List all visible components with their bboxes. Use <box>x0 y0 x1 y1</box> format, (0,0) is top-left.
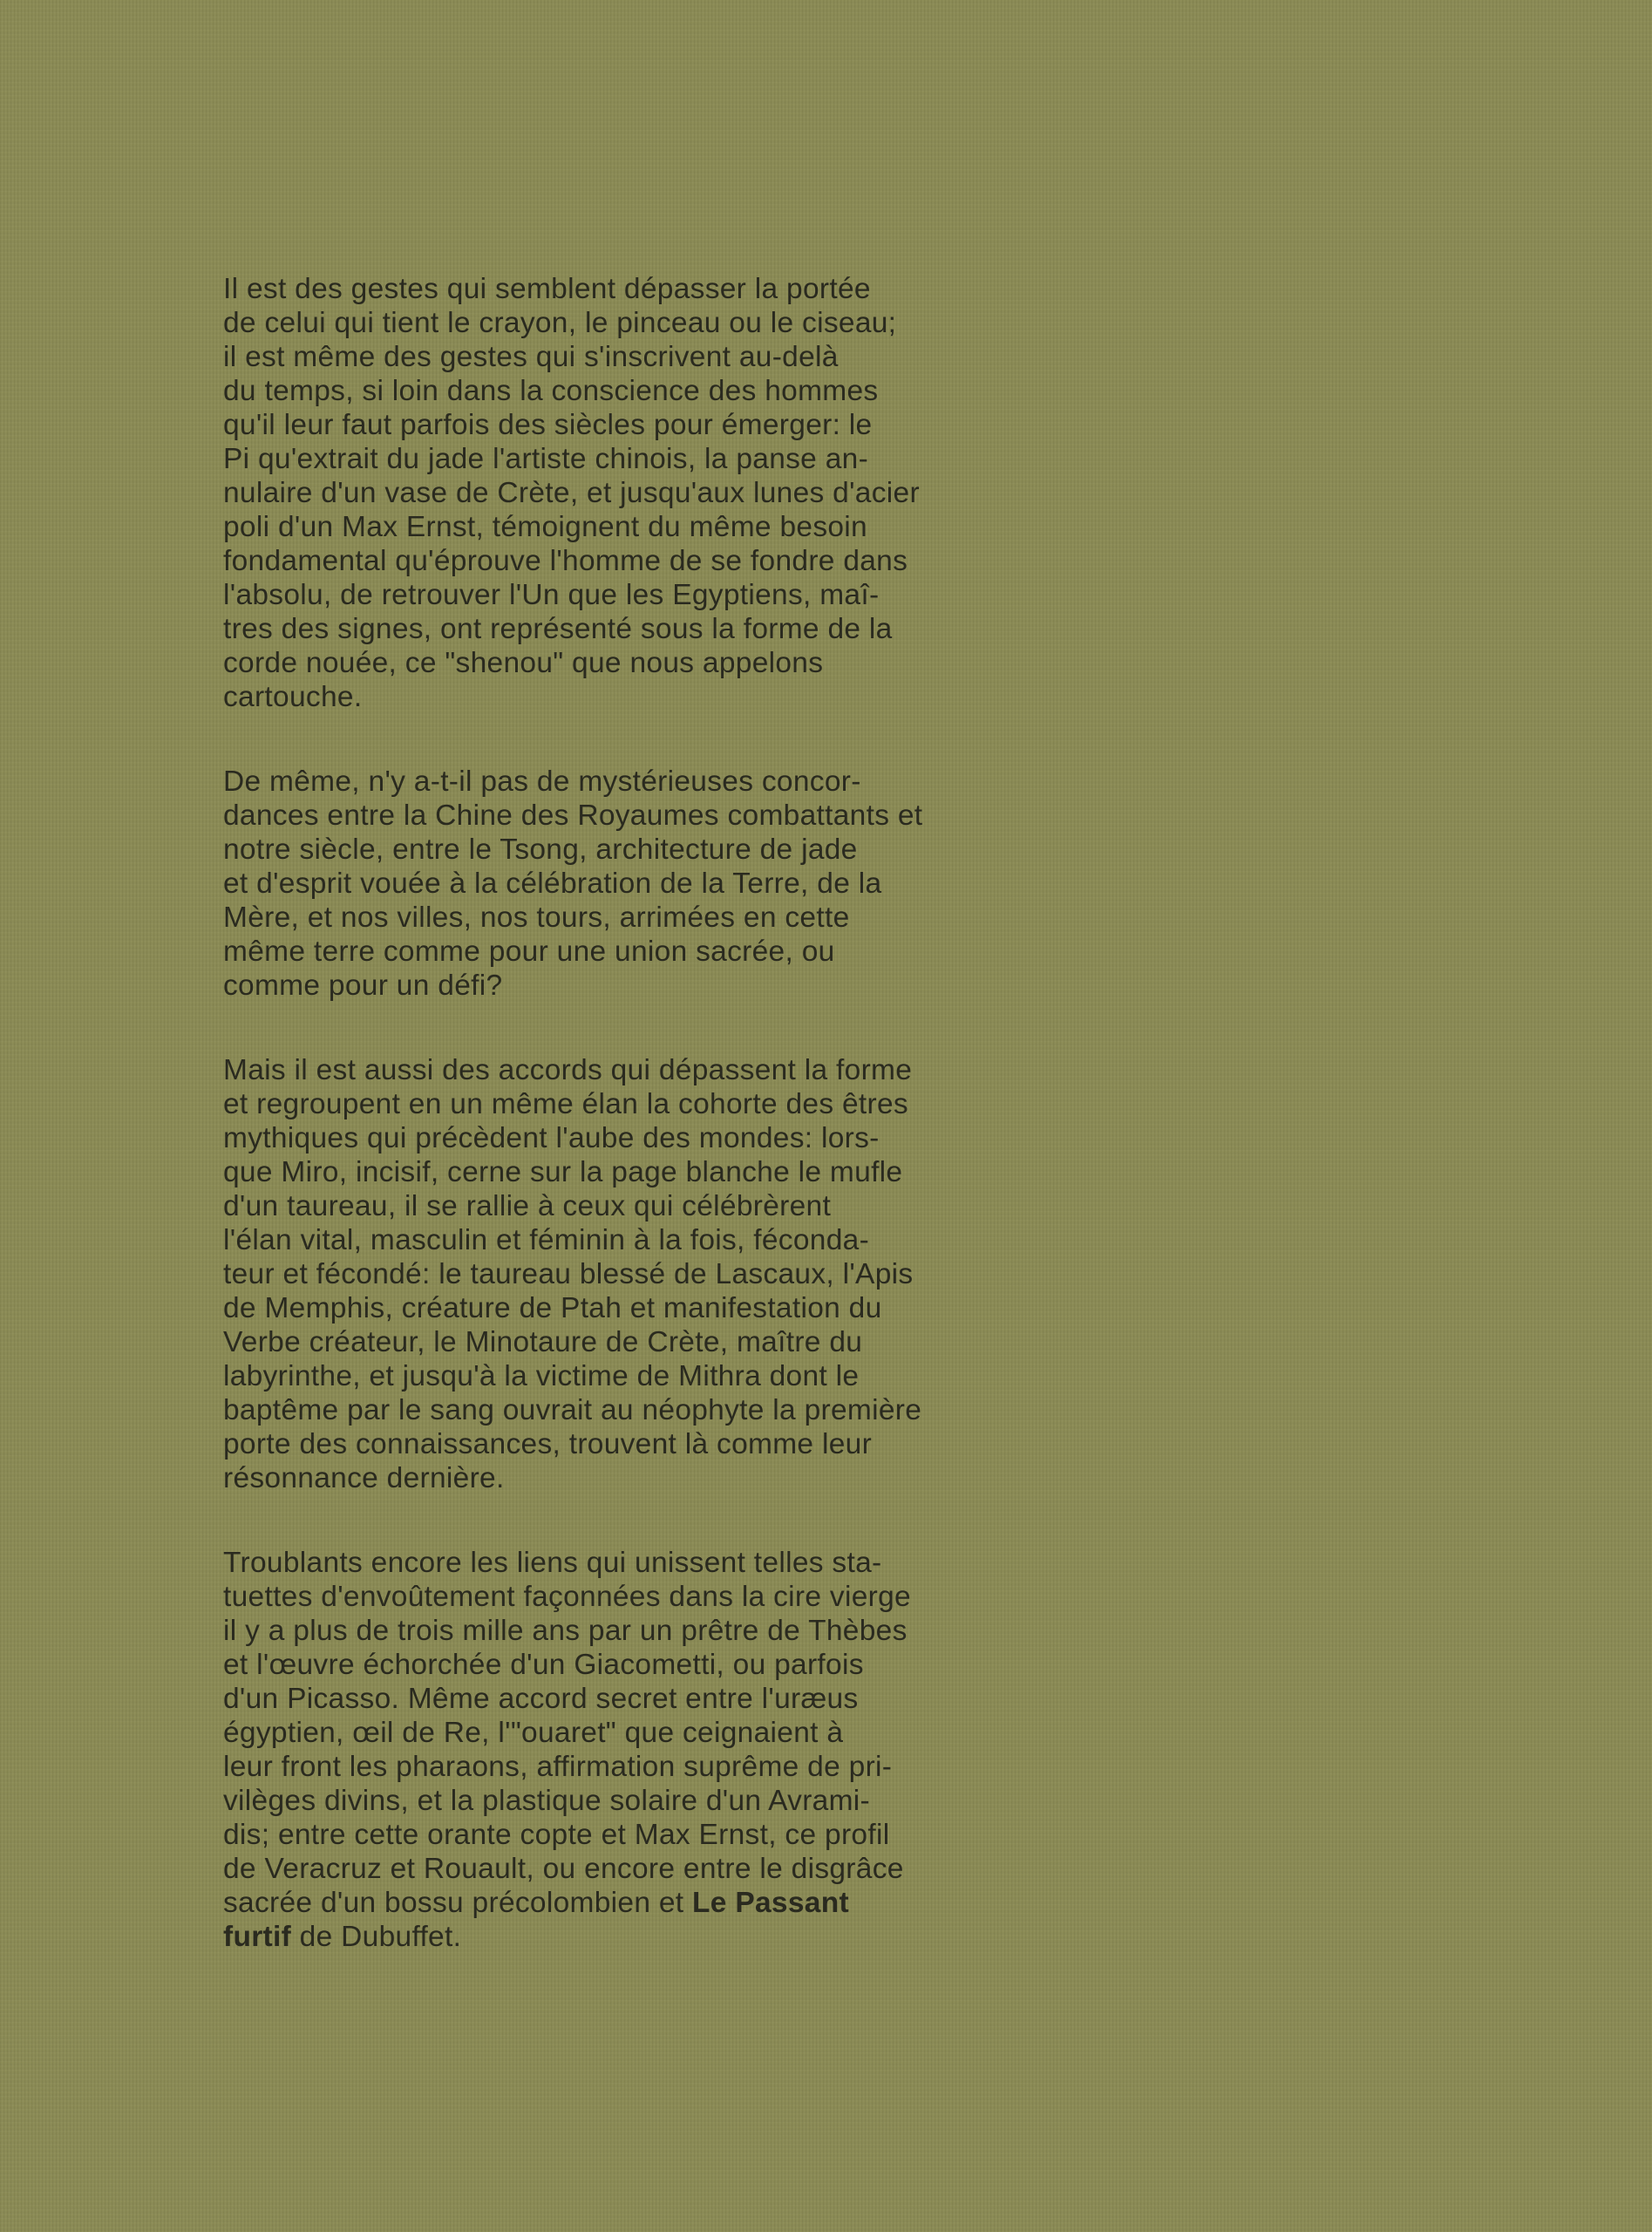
text-line: dances entre la Chine des Royaumes combattants et <box>223 800 923 832</box>
text-line: mythiques qui précèdent l'aube des mondes: lors- <box>223 1122 880 1154</box>
paragraph-1 <box>223 272 1095 714</box>
text-line: et regroupent en un même élan la cohorte des êtres <box>223 1088 908 1120</box>
text-fragment: de Dubuffet. <box>291 1921 462 1953</box>
text-line: labyrinthe, et jusqu'à la victime de Mithra dont le <box>223 1360 860 1392</box>
artwork-title: Le Passant <box>692 1887 849 1919</box>
text-line: que Miro, incisif, cerne sur la page blanche le mufle <box>223 1156 903 1188</box>
text-line: Mère, et nos villes, nos tours, arrimées en cette <box>223 902 850 934</box>
text-line: nulaire d'un vase de Crète, et jusqu'aux lunes d'acier <box>223 477 920 509</box>
text-line: De même, n'y a-t-il pas de mystérieuses concor- <box>223 766 861 798</box>
text-line: de celui qui tient le crayon, le pinceau ou le ciseau; <box>223 307 897 339</box>
paragraph-3 <box>223 1053 1095 1495</box>
text-line: qu'il leur faut parfois des siècles pour émerger: le <box>223 409 873 441</box>
text-line: dis; entre cette orante copte et Max Ernst, ce profil <box>223 1819 890 1851</box>
text-line: baptême par le sang ouvrait au néophyte la première <box>223 1394 922 1426</box>
essay-text <box>223 272 1095 2004</box>
text-line: égyptien, œil de Re, l'"ouaret" que ceignaient à <box>223 1717 844 1749</box>
artwork-title: furtif <box>223 1921 292 1953</box>
text-line: Troublants encore les liens qui unissent telles sta- <box>223 1547 882 1579</box>
text-line: d'un taureau, il se rallie à ceux qui célébrèrent <box>223 1190 832 1222</box>
text-line: de Memphis, créature de Ptah et manifestation du <box>223 1292 882 1324</box>
text-line: leur front les pharaons, affirmation suprême de pri- <box>223 1751 893 1783</box>
text-line: notre siècle, entre le Tsong, architecture de jade <box>223 834 858 866</box>
text-line: Pi qu'extrait du jade l'artiste chinois, la panse an- <box>223 443 869 475</box>
text-line: corde nouée, ce "shenou" que nous appelons <box>223 647 824 679</box>
text-line: tuettes d'envoûtement façonnées dans la cire vierge <box>223 1581 911 1613</box>
text-line: de Veracruz et Rouault, ou encore entre le disgrâce <box>223 1853 904 1885</box>
text-line: d'un Picasso. Même accord secret entre l'uræus <box>223 1683 859 1715</box>
text-line: fondamental qu'éprouve l'homme de se fondre dans <box>223 545 908 577</box>
text-line: même terre comme pour une union sacrée, ou <box>223 936 835 968</box>
text-line: vilèges divins, et la plastique solaire d'un Avrami- <box>223 1785 870 1817</box>
paragraph-4 <box>223 1546 1095 1954</box>
text-line: Il est des gestes qui semblent dépasser la portée <box>223 273 871 305</box>
text-line: poli d'un Max Ernst, témoignent du même besoin <box>223 511 867 543</box>
text-line: et l'œuvre échorchée d'un Giacometti, ou parfois <box>223 1649 864 1681</box>
text-line: comme pour un défi? <box>223 970 503 1002</box>
text-line: teur et fécondé: le taureau blessé de Lascaux, l'Apis <box>223 1258 914 1290</box>
paragraph-2 <box>223 765 1095 1003</box>
text-line: porte des connaissances, trouvent là comme leur <box>223 1428 873 1460</box>
text-line: cartouche. <box>223 681 363 713</box>
text-line: l'absolu, de retrouver l'Un que les Egyptiens, maî- <box>223 579 880 611</box>
text-line-with-title <box>223 1886 1095 1920</box>
text-line: il est même des gestes qui s'inscrivent au-delà <box>223 341 839 373</box>
text-fragment: sacrée d'un bossu précolombien et <box>223 1887 693 1919</box>
text-line: Verbe créateur, le Minotaure de Crète, maître du <box>223 1326 863 1358</box>
text-line: Mais il est aussi des accords qui dépassent la forme <box>223 1054 913 1086</box>
text-line: et d'esprit vouée à la célébration de la Terre, de la <box>223 868 882 900</box>
text-line: il y a plus de trois mille ans par un prêtre de Thèbes <box>223 1615 908 1647</box>
text-line: tres des signes, ont représenté sous la forme de la <box>223 613 893 645</box>
text-line-with-title <box>223 1920 1095 1954</box>
text-line: résonnance dernière. <box>223 1462 505 1494</box>
text-line: l'élan vital, masculin et féminin à la fois, féconda- <box>223 1224 870 1256</box>
text-line: du temps, si loin dans la conscience des hommes <box>223 375 879 407</box>
